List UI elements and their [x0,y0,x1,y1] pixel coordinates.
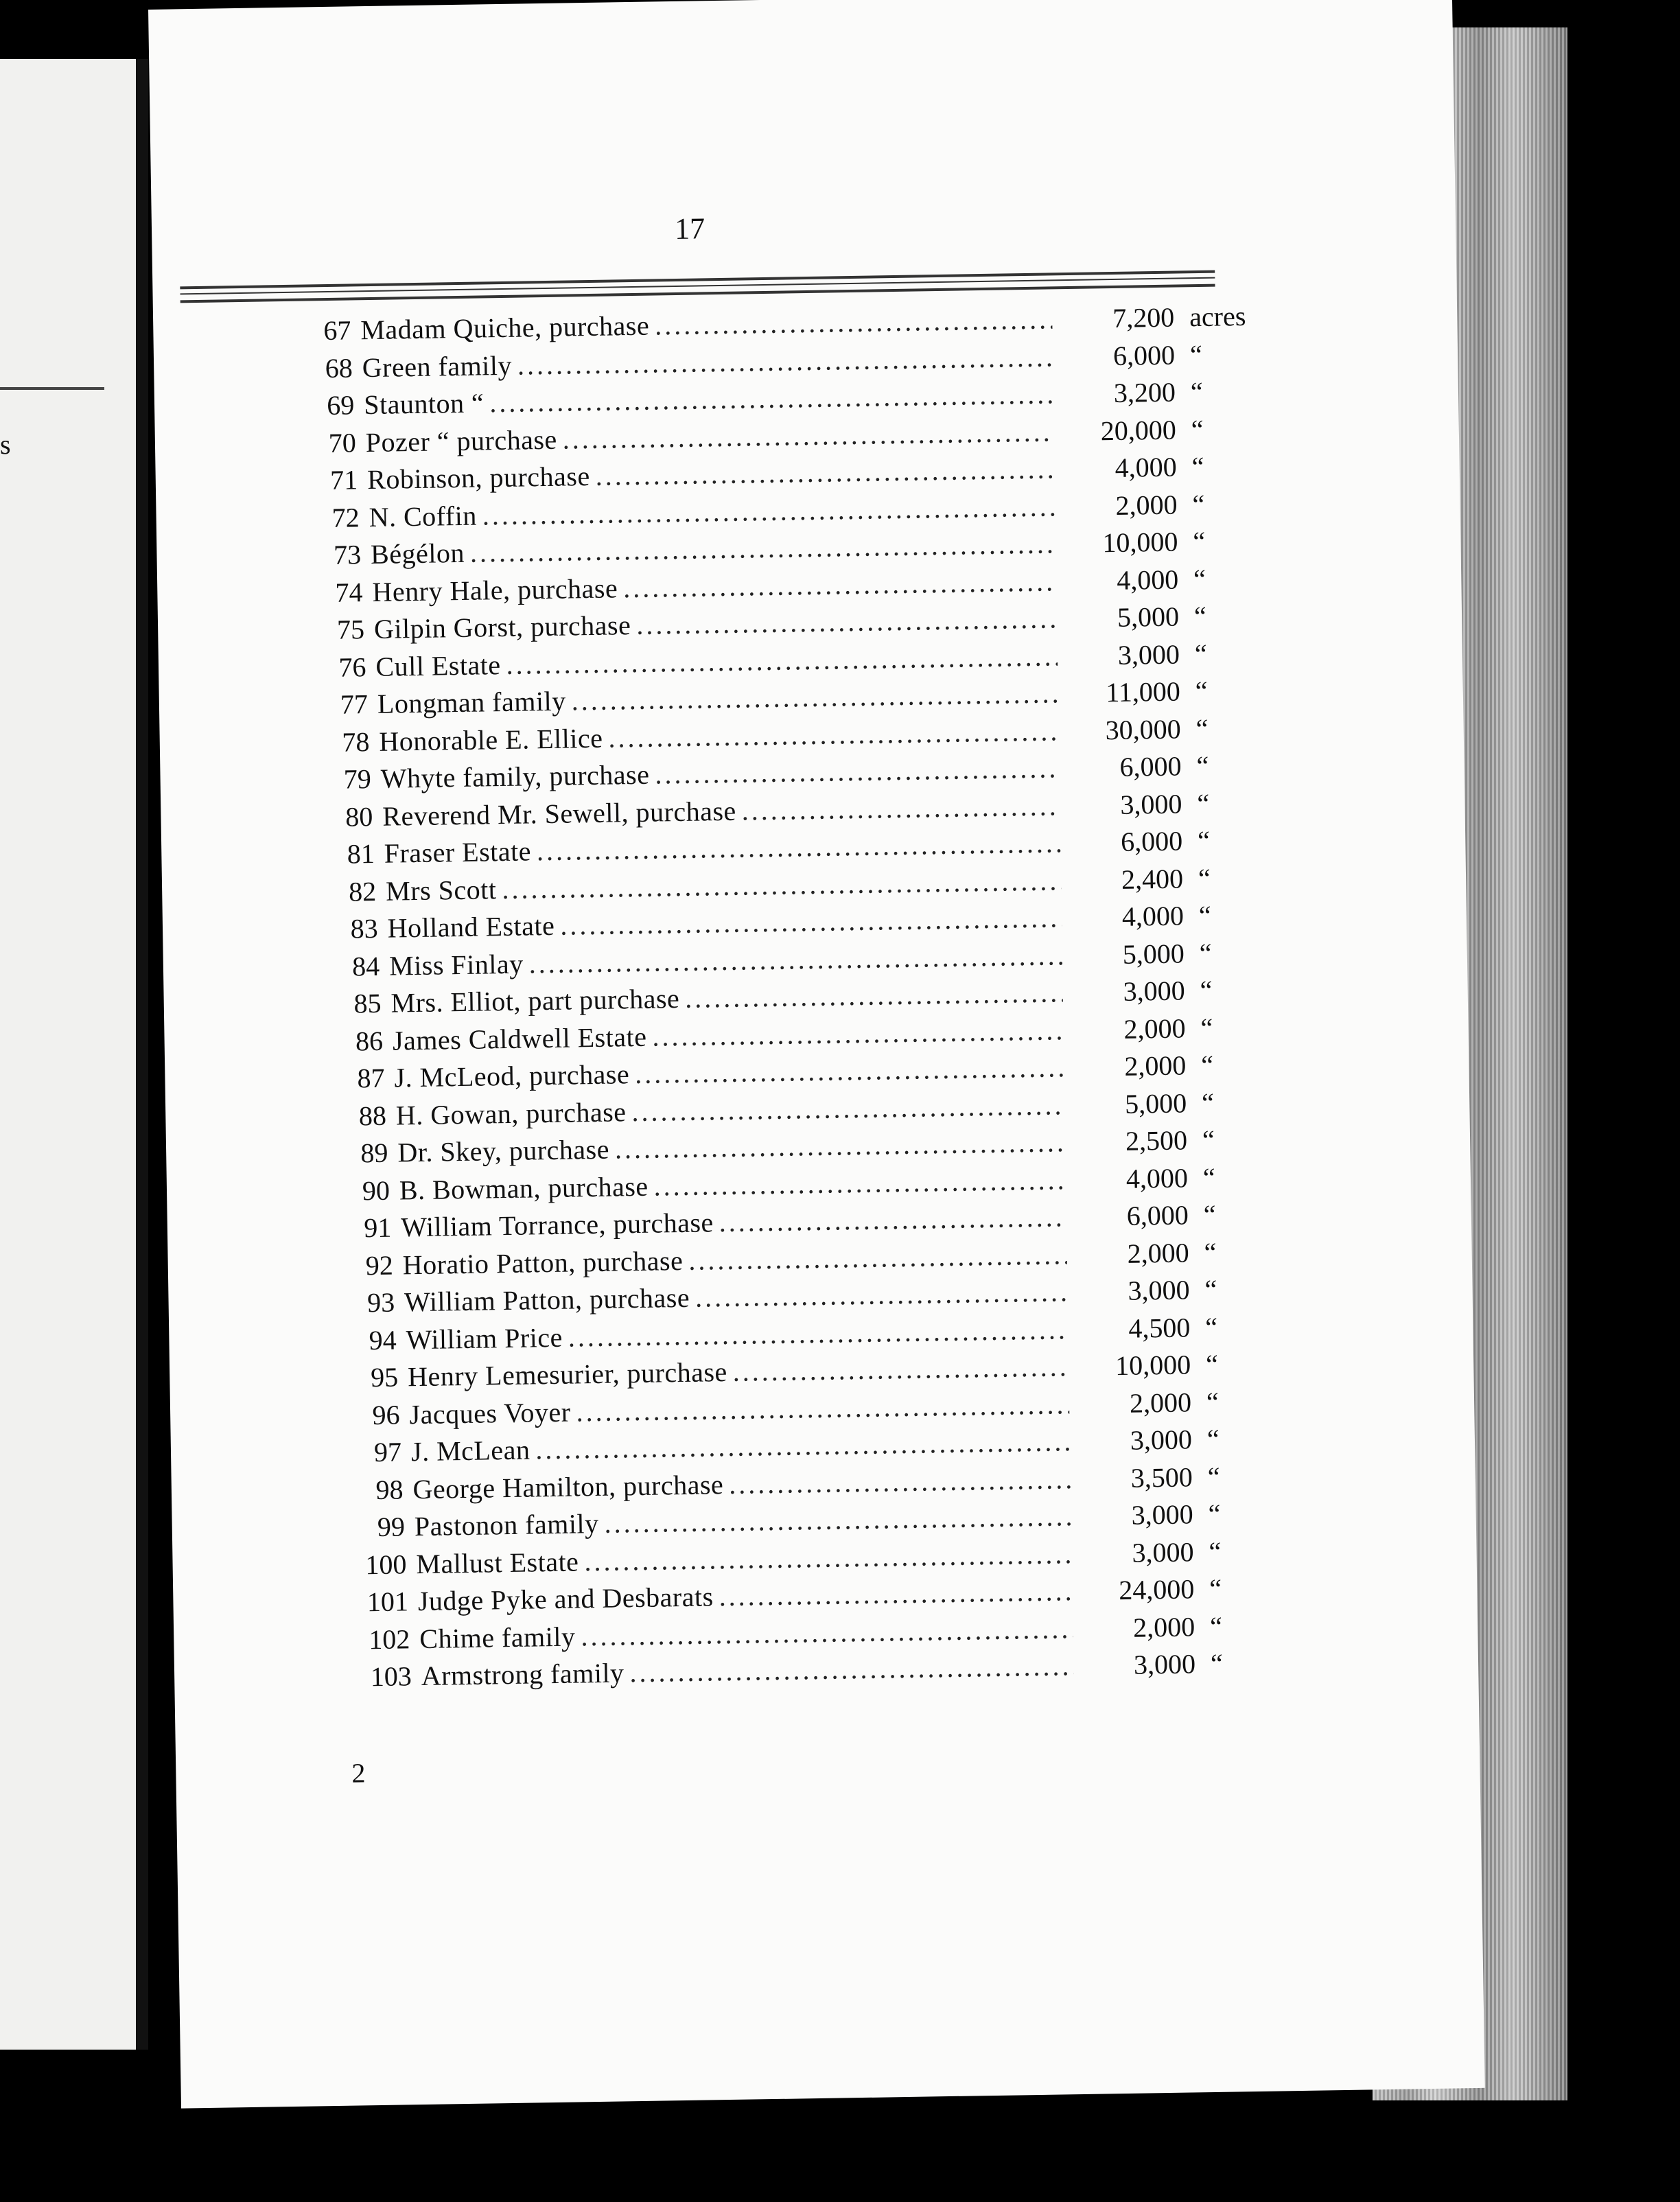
entry-name: Mrs Scott [385,873,497,907]
entry-name: Reverend Mr. Sewell, purchase [382,795,737,832]
entry-unit: “ [1199,937,1212,969]
dot-leader [653,1163,1066,1202]
entry-number: 84 [351,950,380,982]
entry-unit: “ [1195,675,1208,707]
dot-leader [635,1051,1064,1090]
entry-number: 86 [355,1025,384,1056]
entry-unit: “ [1204,1236,1217,1268]
entry-name: Henry Lemesurier, purchase [407,1356,728,1393]
entry-amount: 3,000 [1132,1535,1194,1568]
entry-name: Mrs. Elliot, part purchase [390,983,680,1019]
header-rule [180,284,1215,303]
dot-leader [576,1388,1069,1428]
entry-number: 79 [343,763,372,795]
entry-number: 99 [377,1511,406,1543]
entry-name: Henry Hale, purchase [372,572,618,607]
entry-number: 89 [360,1137,388,1169]
dot-leader [608,715,1059,754]
entry-amount: 6,000 [1112,339,1176,371]
entry-number: 74 [335,576,363,608]
entry-name: N. Coffin [369,500,478,533]
entry-unit: “ [1191,413,1204,445]
entry-amount: 5,000 [1117,601,1180,633]
entry-amount: 2,000 [1115,489,1178,521]
entry-unit: “ [1201,1087,1215,1118]
book-gutter [136,59,148,2050]
entry-amount: 2,000 [1129,1386,1192,1419]
entry-unit: “ [1189,338,1203,370]
entry-unit: “ [1191,450,1204,483]
entry-amount: 2,000 [1127,1236,1189,1269]
entry-name: Horatio Patton, purchase [402,1244,684,1280]
entry-amount: 2,000 [1132,1610,1195,1643]
dot-leader [719,1201,1066,1238]
entry-name: Bégélon [370,537,465,570]
entry-name: Jacques Voyer [409,1396,571,1430]
entry-name: Green family [362,349,513,383]
entry-number: 77 [340,688,369,720]
entry-number: 100 [365,1548,407,1580]
dot-leader [695,1275,1068,1314]
entry-name: William Price [406,1321,563,1355]
entry-amount: 24,000 [1118,1573,1195,1606]
entry-unit: “ [1209,1573,1222,1604]
entry-name: Fraser Estate [384,835,532,869]
dot-leader [685,976,1063,1015]
dot-leader [631,1089,1065,1128]
entry-number: 80 [345,800,373,833]
entry-number: 95 [370,1361,399,1393]
dot-leader [655,752,1060,790]
entry-number: 75 [336,614,365,645]
entry-amount: 11,000 [1105,675,1181,708]
entry-unit: “ [1194,638,1208,669]
entry-name: Dr. Skey, purchase [397,1133,610,1168]
entry-number: 101 [366,1586,409,1618]
dot-leader [652,1014,1064,1052]
entry-unit: “ [1193,525,1206,557]
entry-number: 103 [370,1660,412,1693]
dot-leader [629,1649,1073,1689]
entry-unit: “ [1197,824,1211,857]
entry-name: George Hamilton, purchase [412,1468,724,1505]
entry-unit: “ [1200,1049,1214,1081]
dot-leader [581,1612,1073,1652]
entry-amount: 2,500 [1125,1124,1188,1157]
entry-amount: 3,000 [1123,975,1185,1007]
entry-name: Honorable E. Ellice [379,722,603,757]
entry-number: 85 [353,987,382,1019]
entry-unit: “ [1196,750,1209,782]
entry-amount: 2,400 [1121,862,1184,895]
dot-leader [729,1463,1071,1500]
dot-leader [584,1538,1072,1577]
entry-unit: “ [1192,488,1205,520]
dot-leader [623,565,1057,604]
page-number: 17 [674,211,705,246]
book-page [148,0,1485,2109]
entry-number: 87 [357,1062,385,1094]
entry-unit: “ [1202,1124,1215,1156]
entry-unit: “ [1206,1423,1220,1455]
entry-unit: “ [1208,1498,1221,1530]
entry-amount: 5,000 [1124,1087,1187,1120]
entry-unit: “ [1193,600,1207,632]
entry-amount: 6,000 [1126,1199,1189,1231]
entry-name: H. Gowan, purchase [395,1096,627,1131]
left-page-rule [0,387,104,390]
dot-leader [741,789,1060,826]
entry-amount: 2,000 [1124,1050,1187,1082]
entry-amount: 3,000 [1130,1424,1193,1456]
entry-number: 68 [325,351,353,384]
entry-amount: 2,000 [1123,1012,1186,1045]
entry-unit: “ [1207,1461,1220,1492]
dot-leader [604,1500,1071,1540]
entry-unit: “ [1195,712,1209,744]
entry-number: 73 [333,539,362,570]
entry-amount: 4,000 [1121,900,1185,932]
dot-leader [636,602,1058,641]
entry-name: Armstrong family [421,1657,625,1692]
entry-name: Cull Estate [375,649,501,682]
entry-number: 78 [342,726,370,758]
entry-unit: “ [1196,787,1210,819]
entry-number: 76 [338,651,366,683]
entry-amount: 20,000 [1100,414,1177,446]
entry-amount: 3,000 [1133,1648,1196,1680]
entry-name: William Patton, purchase [404,1282,690,1318]
dot-leader [571,677,1058,717]
entry-unit: “ [1200,974,1213,1006]
entry-number: 93 [366,1286,395,1319]
entry-name: J. McLean [410,1434,530,1468]
entry-unit: “ [1198,862,1211,894]
entry-amount: 10,000 [1102,526,1178,559]
dot-leader [560,901,1062,941]
entry-number: 67 [323,314,351,347]
entry-amount: 10,000 [1115,1349,1191,1382]
entry-number: 91 [363,1212,392,1244]
entry-name: B. Bowman, purchase [399,1170,649,1205]
entry-number: 90 [362,1174,390,1206]
entry-unit: “ [1209,1535,1222,1567]
entry-unit: “ [1204,1311,1218,1343]
entry-number: 92 [365,1249,394,1281]
entry-number: 82 [348,875,377,907]
entry-number: 81 [347,837,375,870]
entry-amount: 4,000 [1115,451,1177,483]
entry-unit: “ [1203,1198,1216,1231]
entry-unit: “ [1205,1348,1219,1380]
entry-unit: “ [1193,563,1206,594]
entry-unit: “ [1206,1386,1220,1417]
entry-name: J. McLeod, purchase [394,1058,630,1093]
land-entry-list [290,299,1314,1699]
entry-amount: 4,000 [1116,564,1179,596]
entry-number: 102 [368,1623,410,1655]
dot-leader [655,303,1053,341]
entry-number: 94 [369,1324,397,1356]
entry-amount: 6,000 [1119,750,1182,783]
dot-leader [732,1350,1069,1388]
entry-name: Pastonon family [414,1507,599,1542]
entry-number: 83 [350,912,379,944]
signature-mark: 2 [351,1757,366,1789]
entry-number: 70 [328,426,357,459]
entry-amount: 4,000 [1125,1161,1189,1194]
left-page-edge [0,59,136,2050]
dot-leader [568,1313,1068,1353]
dot-leader [688,1238,1067,1277]
dot-leader [562,415,1054,455]
entry-unit: acres [1189,300,1246,333]
entry-amount: 3,000 [1128,1274,1190,1306]
entry-amount: 30,000 [1105,712,1181,745]
entry-amount: 3,500 [1130,1461,1193,1494]
entry-name: Whyte family, purchase [380,758,650,794]
dot-leader [595,452,1055,492]
entry-name: Longman family [377,685,566,719]
entry-name: Miss Finlay [388,948,524,982]
entry-unit: “ [1202,1161,1216,1193]
entry-unit: “ [1198,899,1212,931]
entry-number: 88 [358,1100,387,1131]
entry-amount: 3,000 [1131,1498,1193,1531]
entry-name: Judge Pyke and Desbarats [417,1581,714,1617]
entry-amount: 5,000 [1122,937,1185,970]
entry-number: 69 [326,389,355,421]
entry-amount: 6,000 [1120,825,1183,857]
entry-amount: 7,200 [1112,301,1175,334]
entry-amount: 4,500 [1128,1311,1191,1344]
entry-name: Robinson, purchase [366,460,591,496]
entry-number: 72 [331,501,360,533]
entry-amount: 3,000 [1120,787,1182,820]
entry-name: Staunton “ [363,387,485,421]
left-page-letter: s [0,429,11,460]
entry-name: Chime family [419,1621,576,1654]
entry-name: Holland Estate [387,909,555,944]
entry-unit: “ [1210,1647,1224,1679]
dot-leader [615,1126,1066,1165]
entry-name: Madam Quiche, purchase [360,310,650,346]
entry-name: James Caldwell Estate [392,1021,647,1056]
entry-number: 98 [375,1473,404,1505]
entry-unit: “ [1190,375,1204,408]
entry-unit: “ [1200,1012,1213,1043]
dot-leader [719,1575,1072,1612]
entry-unit: “ [1209,1610,1223,1642]
entry-number: 71 [329,464,358,496]
entry-number: 97 [373,1436,402,1468]
entry-name: William Torrance, purchase [400,1207,714,1243]
entry-name: Pozer “ purchase [365,424,558,458]
entry-name: Gilpin Gorst, purchase [373,610,631,645]
entry-unit: “ [1204,1273,1217,1306]
entry-name: Mallust Estate [416,1545,579,1579]
entry-amount: 3,000 [1117,638,1180,671]
entry-number: 96 [372,1398,400,1430]
entry-amount: 3,200 [1113,376,1176,408]
